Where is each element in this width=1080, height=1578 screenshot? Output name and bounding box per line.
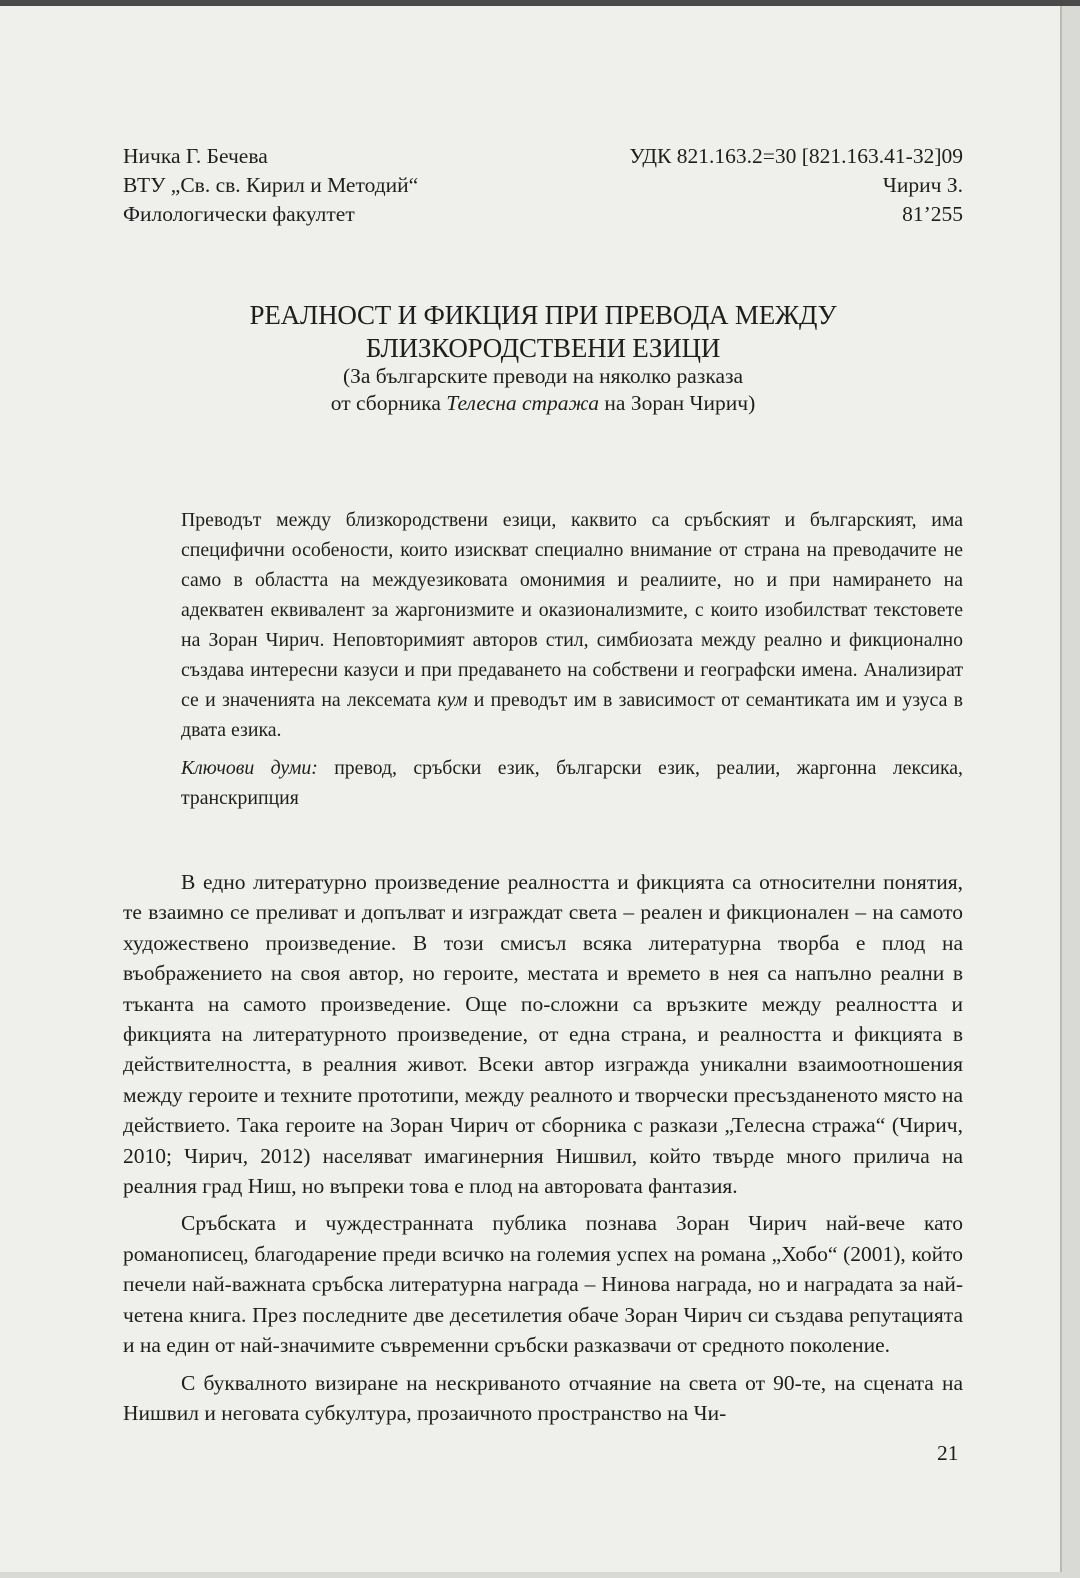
udk-code: УДК 821.163.2=30 [821.163.41-32]09 — [629, 144, 963, 168]
author-name: Ничка Г. Бечева — [123, 144, 268, 168]
page-content — [123, 142, 963, 1435]
abstract-text-part-1: Преводът между близкородствени езици, каквито са сръбският и българският, има специфични особености, които изискват специално внимание от страна на преводачите не само в областта на междуезиковата омонимия и реалиите, но и при намирането на адекватен еквивалент за жаргонизмите и оказионализмите, с които изобилстват текстовете на Зоран Чирич. Неповторимият авторов стил, симбиозата между реално и фикционално създава интересни казуси и при предаването на собствени и географски имена. Анализират се и значенията на лексемата — [181, 509, 963, 711]
article-title — [123, 299, 963, 365]
keywords — [181, 753, 963, 813]
classification-code-1: Чирич З. — [882, 173, 963, 197]
subtitle-prefix: от сборника — [330, 391, 447, 415]
abstract-text-part-2: и преводът им в зависимост от семантиката им и узуса в двата езика. — [181, 689, 964, 741]
abstract-italic-word: кум — [437, 689, 468, 711]
abstract — [181, 505, 963, 813]
meta-row-2 — [123, 171, 963, 200]
title-line-1: РЕАЛНОСТ И ФИКЦИЯ ПРИ ПРЕВОДА МЕЖДУ — [249, 300, 837, 330]
article-subtitle — [123, 363, 963, 417]
body-paragraph-2: Сръбската и чуждестранната публика познава Зоран Чирич най-вече като романописец, благодарение преди всичко на големия успех на романа „Хобо“ (2001), който печели най-важната сръбска литературна награда – Нинова награда, но и наградата за най-четена книга. През последните две десетилетия обаче Зоран Чирич си създава репутацията и на един от най-значимите съвременни сръбски разказвачи от средното поколение. — [123, 1211, 963, 1358]
book-title: Телесна стража — [446, 391, 600, 415]
meta-row-3 — [123, 200, 963, 229]
faculty-name: Филологически факултет — [123, 202, 355, 226]
keywords-label: Ключови думи: — [181, 757, 318, 779]
body-paragraph-1: В едно литературно произведение реалността и фикцията са относителни понятия, те взаимно се преливат и допълват и изграждат света – реален и фикционален – на самото художествено произведение. В този смисъл всяка литературна творба е плод на въображението на своя автор, но героите, местата и времето в нея са напълно реални в тъканта на самото произведение. Още по-сложни са връзките между реалността и фикцията на литературното произведение, от една страна, и реалността и фикцията в действителността, в реалния живот. Всеки автор изгражда уникални взаимоотношения между героите и техните прототипи, между реалното и творчески пресъзданеното място на действието. Така героите на Зоран Чирич от сборника с разкази „Телесна стража“ (Чирич, 2010; Чирич, 2012) населяват имагинерния Нишвил, който твърде много прилича на реалния град Ниш, но въпреки това е плод на авторовата фантазия. — [123, 870, 963, 1199]
subtitle-line-2 — [123, 390, 963, 417]
page-number: 21 — [937, 1441, 959, 1465]
title-line-2: БЛИЗКОРОДСТВЕНИ ЕЗИЦИ — [365, 333, 721, 363]
classification-code-2: 81’255 — [902, 202, 963, 226]
article-body — [123, 867, 963, 1428]
page-sheet — [0, 6, 1062, 1572]
abstract-text — [181, 505, 963, 745]
university-name: ВТУ „Св. св. Кирил и Методий“ — [123, 173, 419, 197]
subtitle-suffix: на Зоран Чирич) — [599, 391, 756, 415]
subtitle-line-1: (За българските преводи на няколко разказа — [342, 364, 744, 388]
meta-row-1 — [123, 142, 963, 171]
body-paragraph-3: С буквалното визиране на нескриваното отчаяние на света от 90-те, на сцената на Нишвил и неговата субкултура, прозаичното пространство на Чи- — [123, 1370, 963, 1425]
keywords-list: превод, сръбски език, български език, реалии, жаргонна лексика, транскрипция — [181, 757, 963, 809]
